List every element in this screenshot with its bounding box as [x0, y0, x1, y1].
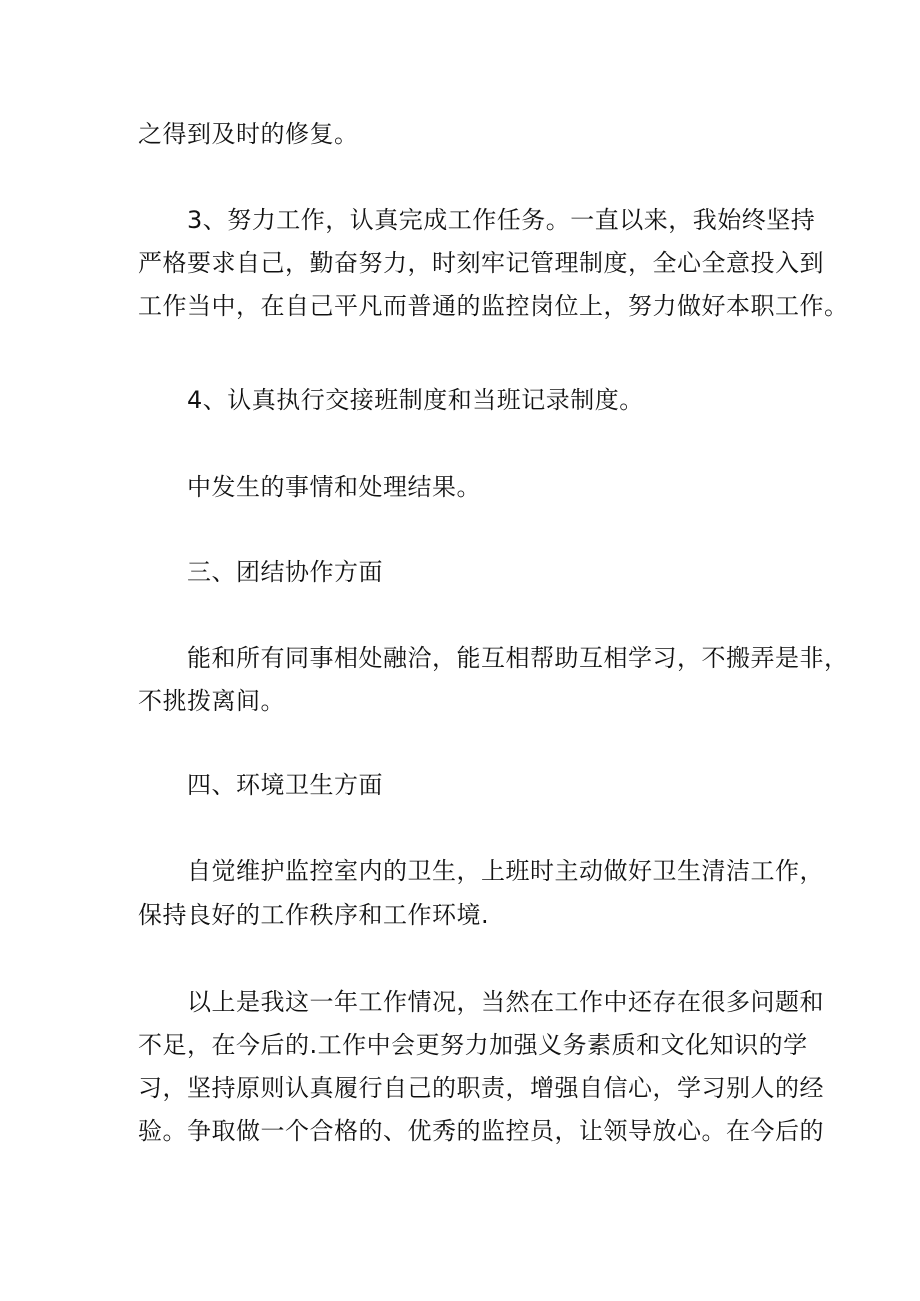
text-line: 中发生的事情和处理结果。 [187, 473, 481, 501]
text-line: 4、认真执行交接班制度和当班记录制度。 [187, 386, 644, 414]
text-line: 习，坚持原则认真履行自己的职责，增强自信心，学习别人的经 [138, 1074, 824, 1102]
text-line: 验。争取做一个合格的、优秀的监控员，让领导放心。在今后的 [138, 1117, 824, 1145]
section-heading: 三、团结协作方面 [187, 558, 383, 586]
section-heading: 四、环境卫生方面 [187, 771, 383, 799]
text-line: 之得到及时的修复。 [138, 120, 359, 148]
text-line: 以上是我这一年工作情况，当然在工作中还存在很多问题和 [187, 988, 824, 1016]
text-line: 保持良好的工作秩序和工作环境. [138, 901, 490, 929]
text-line: 能和所有同事相处融洽，能互相帮助互相学习，不搬弄是非， [187, 644, 849, 672]
text-line: 不挑拨离间。 [138, 687, 285, 715]
text-line: 严格要求自己，勤奋努力，时刻牢记管理制度，全心全意投入到 [138, 249, 824, 277]
text-line: 3、努力工作，认真完成工作任务。一直以来，我始终坚持 [187, 206, 816, 234]
text-line: 工作当中，在自己平凡而普通的监控岗位上，努力做好本职工作。 [138, 292, 849, 320]
text-line: 自觉维护监控室内的卫生，上班时主动做好卫生清洁工作， [187, 857, 824, 885]
text-line: 不足，在今后的.工作中会更努力加强义务素质和文化知识的学 [138, 1031, 808, 1059]
